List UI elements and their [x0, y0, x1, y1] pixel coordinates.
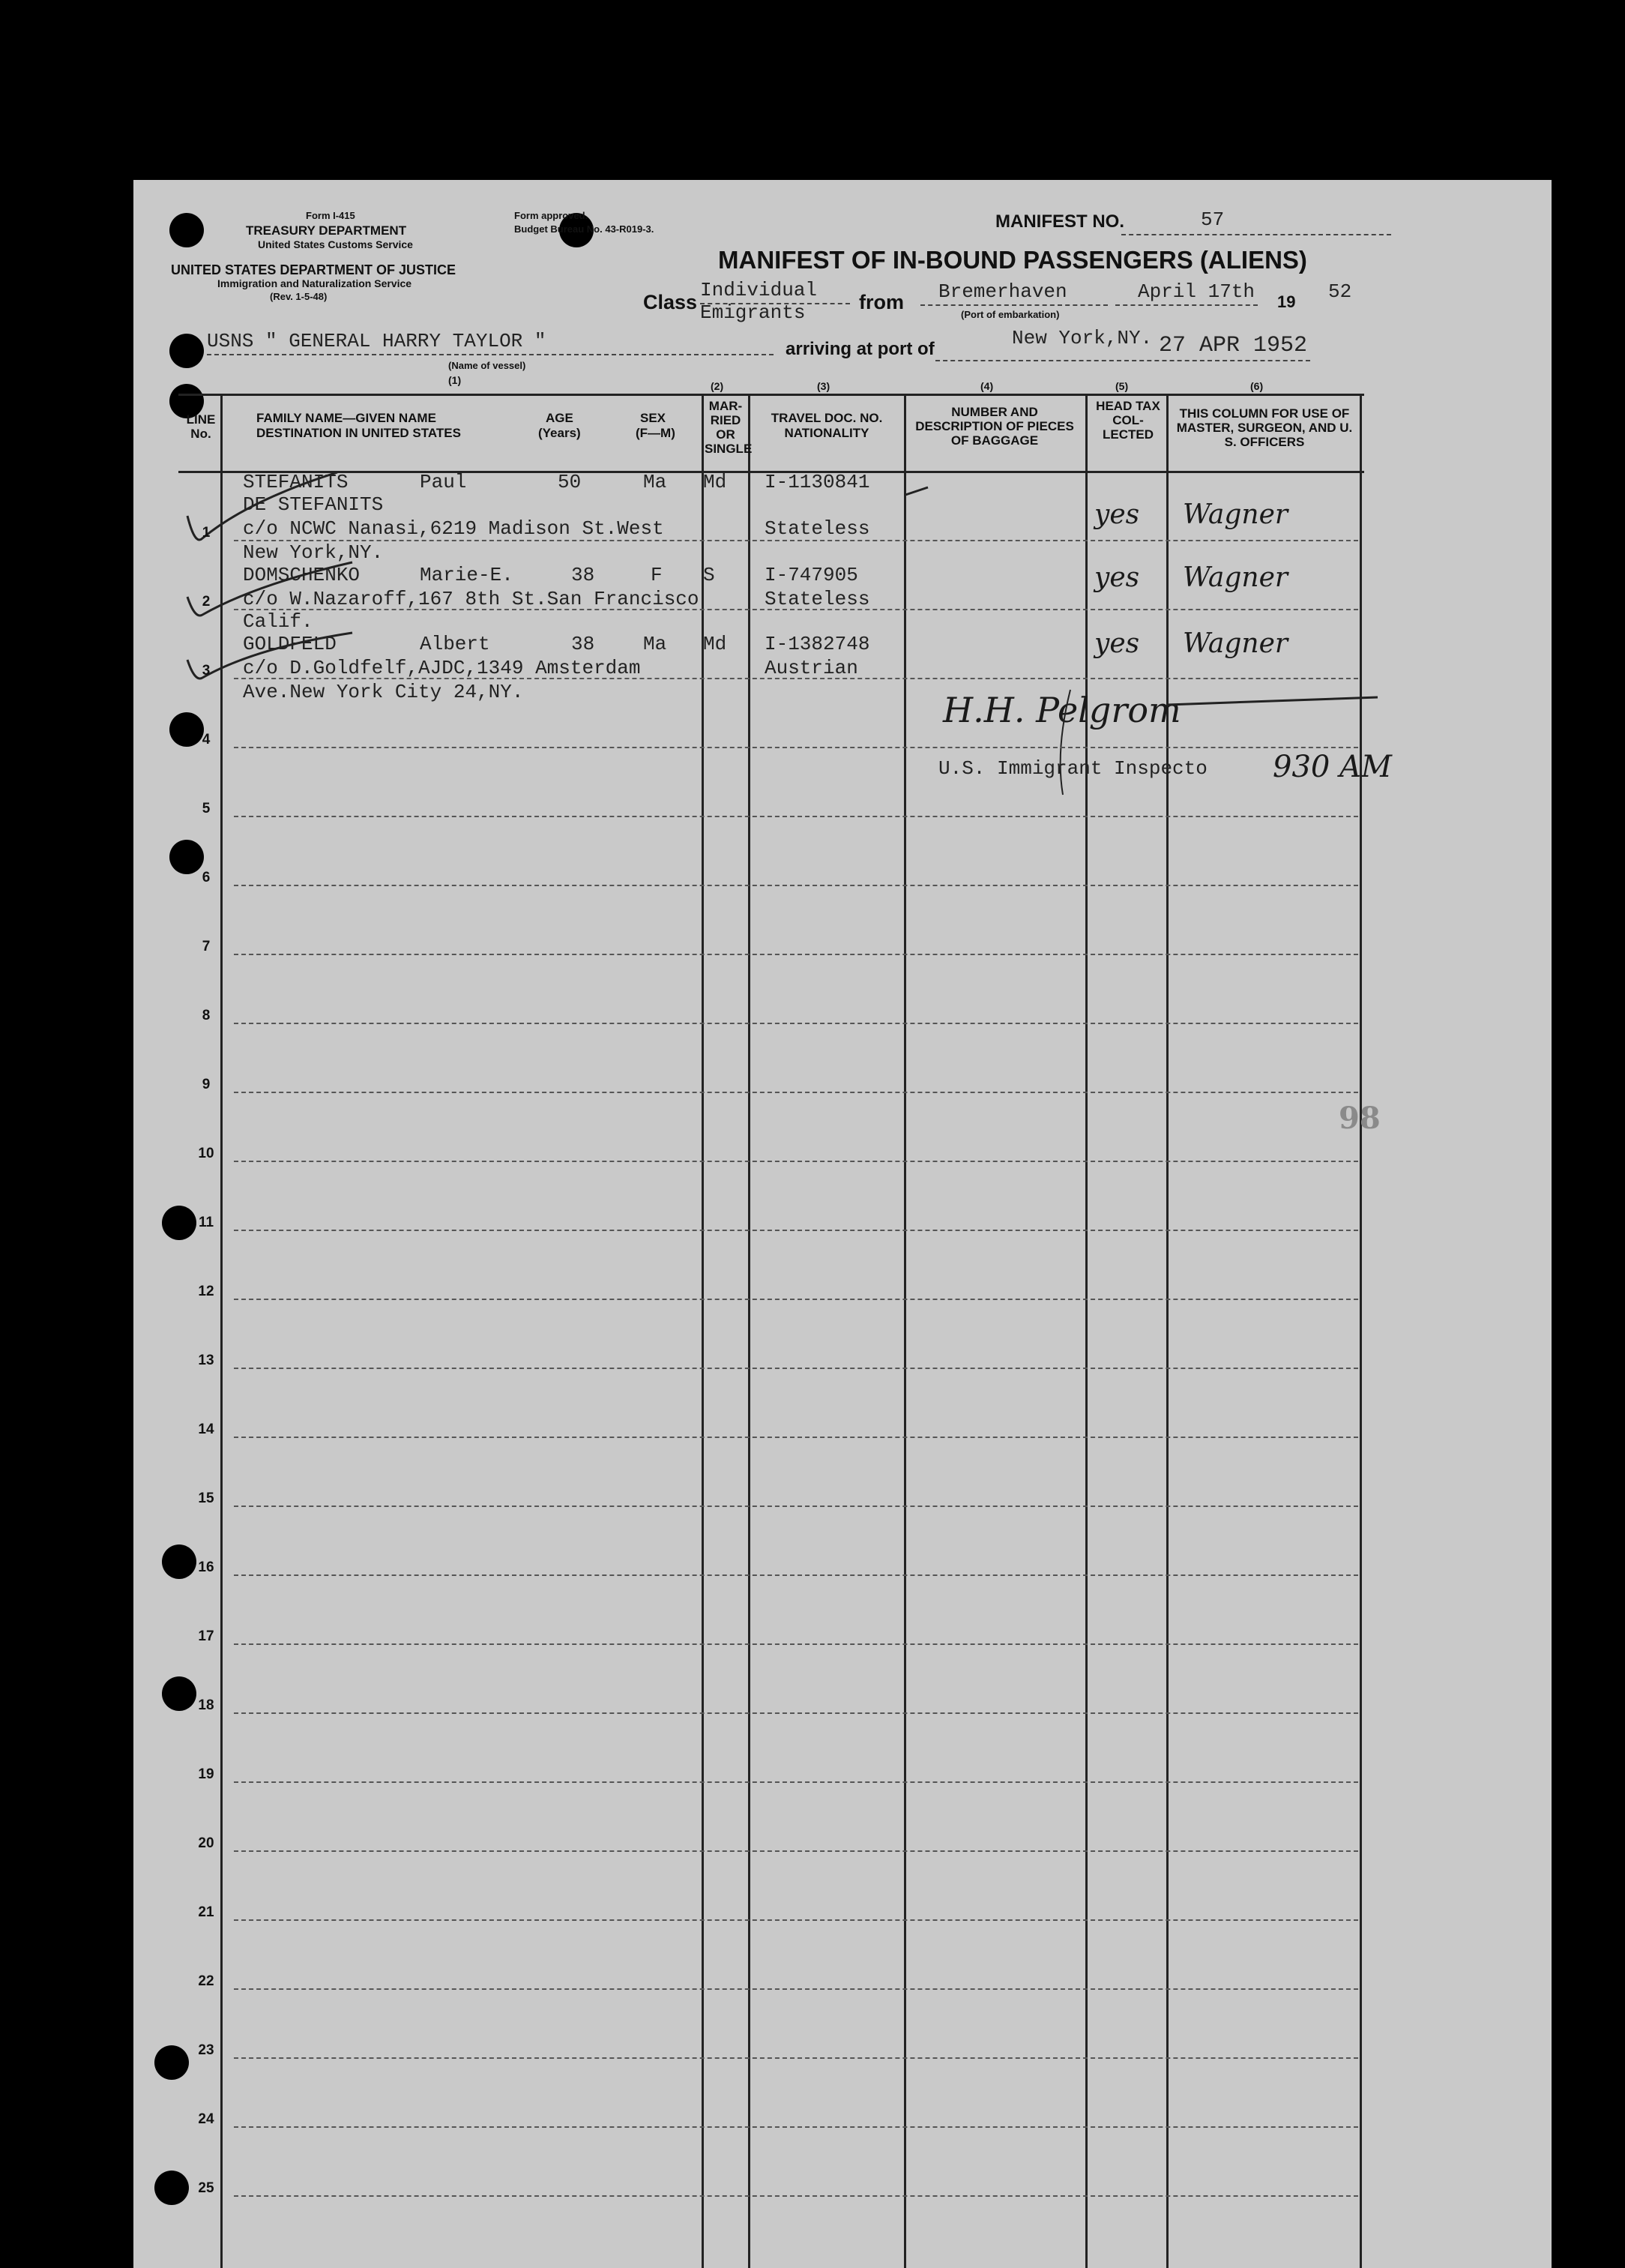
- header-head-tax: HEAD TAX COL-LECTED: [1096, 399, 1160, 442]
- department-of-justice: UNITED STATES DEPARTMENT OF JUSTICE: [171, 262, 456, 277]
- row-rule: [234, 1368, 1358, 1369]
- header-destination: DESTINATION IN UNITED STATES: [256, 426, 461, 440]
- passenger-sex: Ma: [643, 633, 667, 655]
- line-number: 18: [198, 1697, 214, 1713]
- from-port: Bremerhaven: [938, 280, 1067, 303]
- class-label: Class: [643, 291, 698, 313]
- line-number: 7: [202, 939, 211, 954]
- passenger-family-name: GOLDFELD: [243, 633, 337, 655]
- passenger-sex: F: [651, 564, 663, 586]
- vessel-name: USNS " GENERAL HARRY TAYLOR ": [207, 330, 546, 352]
- form-number: Form I-415: [306, 210, 355, 221]
- header-officers: THIS COLUMN FOR USE OF MASTER, SURGEON, AND U. S. OFFICERS: [1176, 406, 1353, 449]
- row-rule: [234, 1230, 1358, 1231]
- row-rule: [234, 747, 1358, 748]
- line-number: 8: [202, 1008, 211, 1023]
- line-number: 22: [198, 1973, 214, 1989]
- passenger-given-name: Paul: [420, 471, 467, 493]
- row-rule: [234, 678, 1358, 679]
- line-number: 14: [198, 1422, 214, 1437]
- line-number: 12: [198, 1284, 214, 1299]
- header-married: MAR-RIED OR SINGLE: [705, 399, 753, 456]
- officer-initials: Wagner: [1183, 562, 1288, 593]
- arrival-date-stamp: 27 APR 1952: [1159, 333, 1308, 358]
- row-rule: [234, 885, 1358, 886]
- row-rule: [234, 1574, 1358, 1576]
- line-number: 3: [202, 663, 211, 679]
- passenger-destination: Ave.New York City 24,NY.: [243, 681, 524, 703]
- row-rule: [234, 1161, 1358, 1162]
- passenger-nationality: Stateless: [765, 588, 870, 610]
- punch-hole: [154, 2045, 189, 2080]
- vessel-caption: (Name of vessel): [448, 360, 526, 371]
- customs-service: United States Customs Service: [258, 238, 413, 250]
- punch-hole: [162, 1206, 196, 1240]
- col-number: (6): [1250, 380, 1264, 392]
- row-rule: [234, 1850, 1358, 1852]
- passenger-marital: Md: [703, 471, 727, 493]
- row-rule: [234, 540, 1358, 541]
- inspector-title: U.S. Immigrant Inspecto: [938, 757, 1208, 780]
- header-age-sub: (Years): [538, 426, 581, 440]
- port-caption: (Port of embarkation): [961, 309, 1060, 320]
- passenger-destination: New York,NY.: [243, 541, 384, 564]
- passenger-family-name: STEFANITS: [243, 471, 349, 493]
- passenger-destination: c/o NCWC Nanasi,6219 Madison St.West: [243, 517, 664, 540]
- row-rule: [234, 2057, 1358, 2059]
- manifest-no: 57: [1201, 208, 1225, 231]
- header-age: AGE: [546, 411, 573, 425]
- row-rule: [234, 1506, 1358, 1507]
- row-rule: [234, 1988, 1358, 1990]
- header-sex-sub: (F—M): [636, 426, 675, 440]
- class-value-2: Emigrants: [700, 301, 806, 324]
- manifest-page: [133, 180, 1552, 2268]
- line-number: 10: [198, 1146, 214, 1161]
- passenger-travel-doc: I-1130841: [765, 471, 870, 493]
- row-rule: [234, 954, 1358, 955]
- line-number: 13: [198, 1353, 214, 1368]
- row-rule: [234, 816, 1358, 817]
- arrival-port: New York,NY.: [1012, 327, 1153, 349]
- line-number: 24: [198, 2111, 214, 2127]
- header-travel-doc: TRAVEL DOC. NO.: [771, 411, 883, 425]
- passenger-destination: c/o W.Nazaroff,167 8th St.San Francisco: [243, 588, 699, 610]
- row-rule: [234, 1092, 1358, 1093]
- row-rule: [234, 1437, 1358, 1438]
- manifest-title: MANIFEST OF IN-BOUND PASSENGERS (ALIENS): [718, 246, 1307, 274]
- passenger-given-name: Albert: [420, 633, 490, 655]
- year: 52: [1328, 280, 1352, 303]
- passenger-destination: Calif.: [243, 610, 313, 633]
- treasury-department: TREASURY DEPARTMENT: [246, 223, 407, 238]
- passenger-alt-name: DE STEFANITS: [243, 493, 384, 516]
- arriving-label: arriving at port of: [786, 339, 935, 359]
- line-number: 23: [198, 2042, 214, 2058]
- ins-service: Immigration and Naturalization Service: [217, 277, 412, 289]
- officer-initials: Wagner: [1183, 499, 1288, 530]
- manifest-no-label: MANIFEST NO.: [995, 211, 1124, 232]
- departure-date: April 17th: [1138, 280, 1255, 303]
- col-number: (1): [448, 374, 462, 386]
- line-number: 4: [202, 732, 211, 748]
- passenger-marital: S: [703, 564, 715, 586]
- col-number: (4): [980, 380, 994, 392]
- header-nationality: NATIONALITY: [784, 426, 869, 440]
- line-number: 16: [198, 1559, 214, 1575]
- passenger-given-name: Marie-E.: [420, 564, 513, 586]
- header-line-no: LINE No.: [186, 412, 216, 441]
- signature-underline: [1168, 697, 1378, 705]
- row-rule: [234, 1299, 1358, 1300]
- line-number: 19: [198, 1766, 214, 1782]
- col-number: (3): [817, 380, 830, 392]
- margin-number: 98: [1339, 1101, 1381, 1136]
- head-tax-collected: yes: [1094, 499, 1140, 530]
- from-label: from: [859, 291, 904, 313]
- passenger-marital: Md: [703, 633, 727, 655]
- col-number: (2): [711, 380, 724, 392]
- passenger-sex: Ma: [643, 471, 667, 493]
- passenger-age: 50: [558, 471, 582, 493]
- line-number: 21: [198, 1904, 214, 1920]
- inspector-signature: H.H. Pelgrom: [943, 690, 1181, 730]
- row-rule: [234, 609, 1358, 610]
- passenger-nationality: Stateless: [765, 517, 870, 540]
- row-rule: [234, 2195, 1358, 2197]
- row-rule: [234, 1781, 1358, 1783]
- passenger-age: 38: [571, 633, 595, 655]
- line-number: 9: [202, 1077, 211, 1092]
- class-value-1: Individual: [700, 279, 818, 301]
- passenger-age: 38: [571, 564, 595, 586]
- row-rule: [234, 1643, 1358, 1645]
- budget-bureau: Budget Bureau No. 43-R019-3.: [514, 223, 654, 235]
- signature-stroke: [1061, 690, 1070, 795]
- row-rule: [234, 2126, 1358, 2128]
- passenger-travel-doc: I-747905: [765, 564, 858, 586]
- punch-hole: [162, 1676, 196, 1711]
- line-number: 5: [202, 801, 211, 816]
- punch-hole: [162, 1544, 196, 1579]
- line-number: 11: [198, 1215, 214, 1230]
- passenger-travel-doc: I-1382748: [765, 633, 870, 655]
- header-sex: SEX: [640, 411, 666, 425]
- revision: (Rev. 1-5-48): [270, 291, 328, 302]
- row-rule: [234, 1023, 1358, 1024]
- time-annotation: 930 AM: [1273, 750, 1392, 784]
- line-number: 6: [202, 870, 211, 885]
- line-number: 25: [198, 2180, 214, 2196]
- line-number: 17: [198, 1628, 214, 1644]
- line-number: 1: [202, 525, 211, 541]
- line-number: 15: [198, 1491, 214, 1506]
- strike-line: [905, 487, 928, 495]
- passenger-family-name: DOMSCHENKO: [243, 564, 361, 586]
- punch-hole: [154, 2171, 189, 2205]
- form-approved: Form approved.: [514, 210, 588, 221]
- header-baggage: NUMBER AND DESCRIPTION OF PIECES OF BAGGAGE: [915, 405, 1074, 448]
- line-number: 20: [198, 1835, 214, 1851]
- head-tax-collected: yes: [1094, 628, 1140, 659]
- line-number: 2: [202, 594, 211, 610]
- year-prefix: 19: [1277, 292, 1296, 311]
- col-number: (5): [1115, 380, 1129, 392]
- head-tax-collected: yes: [1094, 562, 1140, 593]
- passenger-destination: c/o D.Goldfelf,AJDC,1349 Amsterdam: [243, 657, 641, 679]
- passenger-nationality: Austrian: [765, 657, 858, 679]
- row-rule: [234, 1712, 1358, 1714]
- row-rule: [234, 1919, 1358, 1921]
- officer-initials: Wagner: [1183, 628, 1288, 659]
- check-marks: [133, 180, 1552, 855]
- header-name: FAMILY NAME—GIVEN NAME: [256, 411, 436, 425]
